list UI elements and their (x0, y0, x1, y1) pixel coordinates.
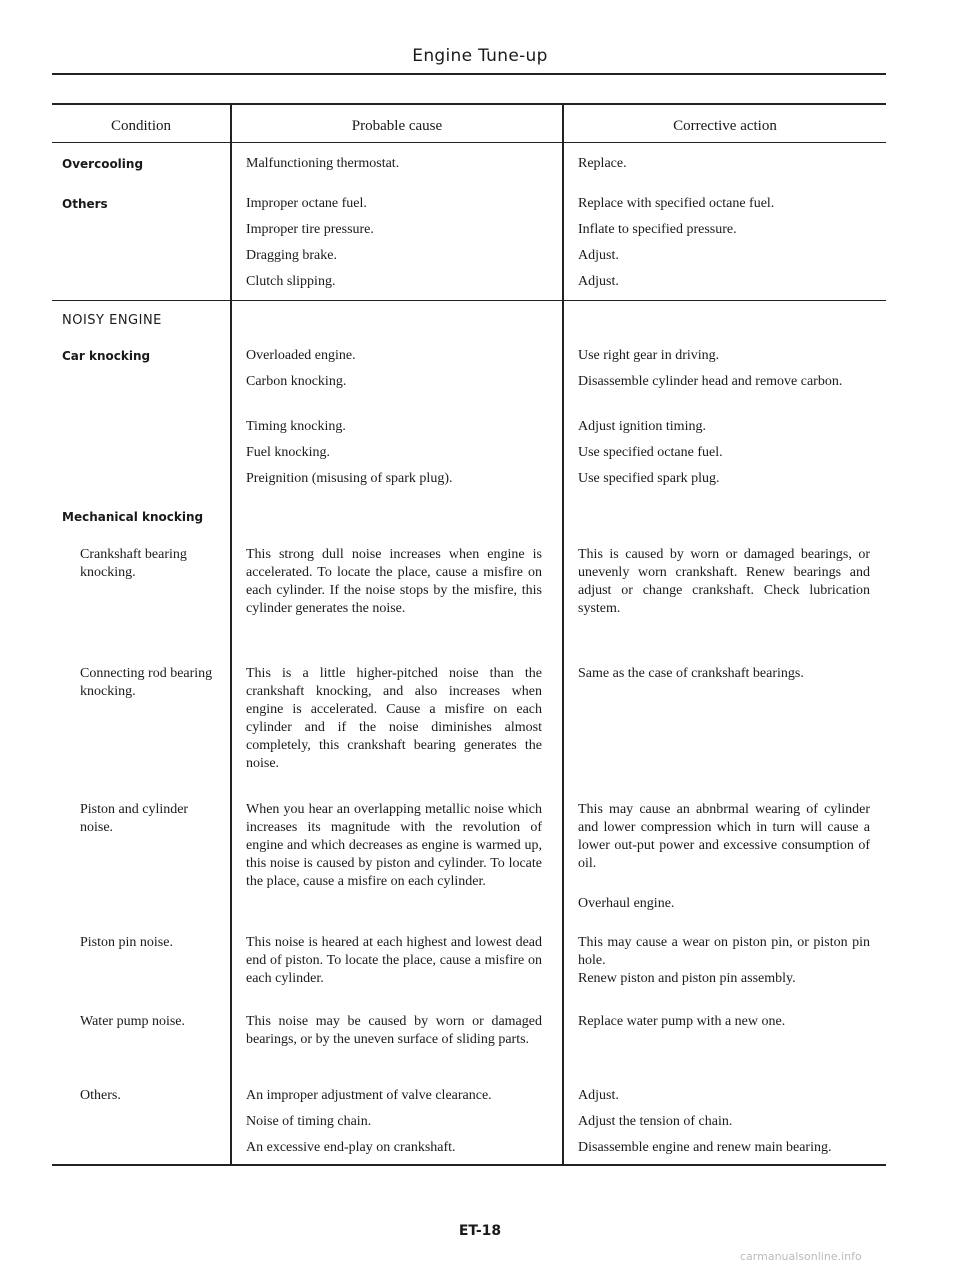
action-others-1: Replace with specified octane fuel. (578, 196, 775, 211)
cause-others-mechanical-3: An excessive end-play on crankshaft. (246, 1140, 456, 1155)
action-piston-cylinder-2: Overhaul engine. (578, 896, 675, 911)
cause-others-3: Dragging brake. (246, 248, 337, 263)
action-car-knocking-3: Adjust ignition timing. (578, 419, 706, 434)
cause-others-2: Improper tire pressure. (246, 222, 374, 237)
action-car-knocking-2: Disassemble cylinder head and remove carbon. (578, 374, 843, 389)
action-others-2: Inflate to specified pressure. (578, 222, 737, 237)
header-corrective-action: Corrective action (673, 118, 777, 134)
cause-car-knocking-5: Preignition (misusing of spark plug). (246, 471, 453, 486)
condition-others-mechanical: Others. (80, 1088, 121, 1103)
header-condition: Condition (110, 118, 171, 134)
condition-connecting-rod: Connecting rod bearing knocking. (80, 666, 213, 699)
action-water-pump: Replace water pump with a new one. (578, 1014, 786, 1029)
cause-others-mechanical-1: An improper adjustment of valve clearance. (246, 1088, 492, 1103)
condition-car-knocking: Car knocking (62, 349, 151, 363)
cause-car-knocking-1: Overloaded engine. (246, 348, 356, 363)
condition-overcooling: Overcooling (62, 157, 144, 171)
table-top-rule (52, 103, 886, 105)
page-title: Engine Tune-up (412, 46, 548, 66)
section-noisy-engine: NOISY ENGINE (62, 313, 162, 328)
cause-connecting-rod: This is a little higher-pitched noise than the crankshaft knocking, and also increases when engine is accelerated. Cause a misfire on each cylinder and if the noise diminishes almost completely, this crankshaft bearing generates the noise. (246, 666, 542, 771)
action-others-mechanical-3: Disassemble engine and renew main bearing. (578, 1140, 832, 1155)
title-rule (52, 73, 886, 75)
action-connecting-rod: Same as the case of crankshaft bearings. (578, 666, 804, 681)
action-crankshaft-bearing: This is caused by worn or damaged bearings, or unevenly worn crankshaft. Renew bearings and adjust or change crankshaft. Check lubrication system. (578, 547, 870, 616)
cause-others-4: Clutch slipping. (246, 274, 336, 289)
condition-mechanical-knocking: Mechanical knocking (62, 510, 204, 524)
action-others-4: Adjust. (578, 274, 619, 289)
action-car-knocking-5: Use specified spark plug. (578, 471, 720, 486)
action-piston-cylinder: This may cause an abnbrmal wearing of cylinder and lower compression which in turn will cause a lower out-put power and excessive consumption of oil. (578, 802, 870, 871)
section-rule (52, 300, 886, 301)
action-car-knocking-1: Use right gear in driving. (578, 348, 720, 363)
condition-water-pump: Water pump noise. (80, 1014, 186, 1029)
cause-piston-pin: This noise is heared at each highest and lowest dead end of piston. To locate the place, cause a misfire on each cylinder. (246, 935, 542, 986)
cause-car-knocking-4: Fuel knocking. (246, 445, 330, 460)
condition-crankshaft-bearing: Crankshaft bearing knocking. (80, 547, 187, 580)
action-piston-pin: This may cause a wear on piston pin, or piston pin hole. (578, 935, 870, 968)
cause-water-pump: This noise may be caused by worn or damaged bearings, or by the uneven surface of sliding parts. (246, 1014, 542, 1047)
table-bottom-rule (52, 1164, 886, 1166)
action-others-3: Adjust. (578, 248, 619, 263)
action-piston-pin-2: Renew piston and piston pin assembly. (578, 971, 796, 986)
cause-car-knocking-2: Carbon knocking. (246, 374, 347, 389)
header-rule (52, 142, 886, 143)
condition-piston-pin: Piston pin noise. (80, 935, 173, 950)
action-overcooling: Replace. (578, 156, 627, 171)
cause-piston-cylinder: When you hear an overlapping metallic noise which increases its magnitude with the revolution of engine and which decreases as engine is warmed up, this noise is caused by piston and cylinder. To locate the place, cause a misfire on each cylinder. (246, 802, 542, 889)
action-others-mechanical-2: Adjust the tension of chain. (578, 1114, 733, 1129)
cause-overcooling: Malfunctioning thermostat. (246, 156, 400, 171)
column-divider-2 (562, 103, 564, 1166)
cause-crankshaft-bearing: This strong dull noise increases when engine is accelerated. To locate the place, cause a misfire on each cylinder. If the noise stops by the misfire, this cylinder generates the noise. (246, 547, 542, 616)
watermark: carmanualsonline.info (740, 1250, 862, 1263)
page-number: ET-18 (458, 1223, 502, 1239)
cause-others-mechanical-2: Noise of timing chain. (246, 1114, 372, 1129)
condition-others: Others (62, 197, 108, 211)
header-probable-cause: Probable cause (351, 118, 443, 134)
action-others-mechanical-1: Adjust. (578, 1088, 619, 1103)
cause-car-knocking-3: Timing knocking. (246, 419, 346, 434)
action-car-knocking-4: Use specified octane fuel. (578, 445, 723, 460)
condition-piston-cylinder: Piston and cylinder noise. (80, 802, 189, 835)
cause-others-1: Improper octane fuel. (246, 196, 367, 211)
column-divider-1 (230, 103, 232, 1166)
